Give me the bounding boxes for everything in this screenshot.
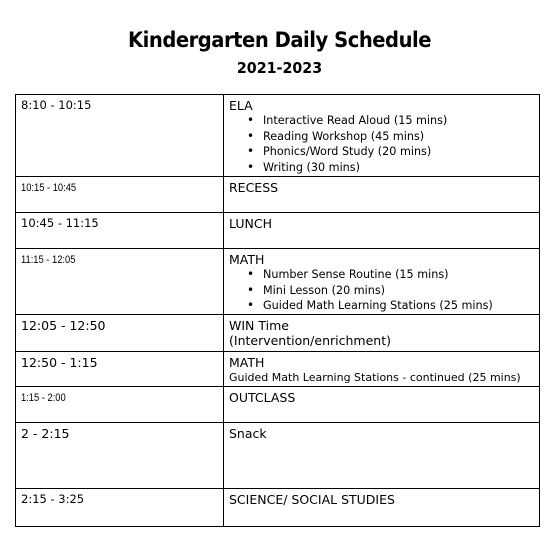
list-item: • Phonics/Word Study (20 mins) [263,144,534,160]
list-item: • Guided Math Learning Stations (25 mins) [263,298,534,314]
time-label: 12:05 - 12:50 [21,318,106,333]
list-item: • Interactive Read Aloud (15 mins) [263,113,534,129]
time-label: 10:45 - 11:15 [21,216,99,230]
list-item: • Mini Lesson (20 mins) [263,283,534,299]
activity-label: SCIENCE/ SOCIAL STUDIES [229,492,395,507]
activity-cell [224,213,540,249]
page-title: Kindergarten Daily Schedule [127,28,432,52]
time-label: 12:50 - 1:15 [21,355,98,370]
time-cell [16,387,224,423]
table-row [16,352,540,387]
list-item: • Number Sense Routine (15 mins) [263,267,534,283]
time-label: 2:15 - 3:25 [21,492,85,506]
time-cell [16,95,224,177]
schedule-table [15,94,540,527]
activity-label: ELA [229,98,253,113]
time-label: 1:15 - 2:00 [21,392,66,404]
activity-cell [224,177,540,213]
activity-label: OUTCLASS [229,390,296,405]
activity-list [229,113,534,175]
activity-label: MATH [229,355,265,370]
activity-cell [224,423,540,489]
list-item: • Writing (30 mins) [263,160,534,176]
time-cell [16,315,224,352]
time-cell [16,423,224,489]
time-cell [16,352,224,387]
activity-note: Guided Math Learning Stations - continued (25 mins) [229,371,521,384]
table-row [16,249,540,315]
activity-cell [224,489,540,527]
time-label: 8:10 - 10:15 [21,98,92,112]
activity-list [229,267,534,314]
time-cell [16,489,224,527]
table-row [16,423,540,489]
list-item: • Reading Workshop (45 mins) [263,129,534,145]
activity-label: MATH [229,252,265,267]
table-row [16,177,540,213]
table-row [16,315,540,352]
table-row [16,387,540,423]
activity-cell [224,315,540,352]
activity-label: Snack [229,426,267,441]
school-year: 2021-2023 [236,59,323,77]
table-row [16,489,540,527]
time-label: 2 - 2:15 [21,426,70,441]
activity-cell [224,95,540,177]
table-row [16,95,540,177]
time-cell [16,177,224,213]
time-cell [16,213,224,249]
time-label: 11:15 - 12:05 [21,254,76,266]
activity-label: RECESS [229,180,279,195]
time-label: 10:15 - 10:45 [21,182,77,194]
activity-label: LUNCH [229,216,272,231]
activity-note: (Intervention/enrichment) [229,333,391,348]
activity-label: WIN Time [229,318,289,333]
time-cell [16,249,224,315]
activity-cell [224,352,540,387]
activity-cell [224,387,540,423]
table-row [16,213,540,249]
activity-cell [224,249,540,315]
